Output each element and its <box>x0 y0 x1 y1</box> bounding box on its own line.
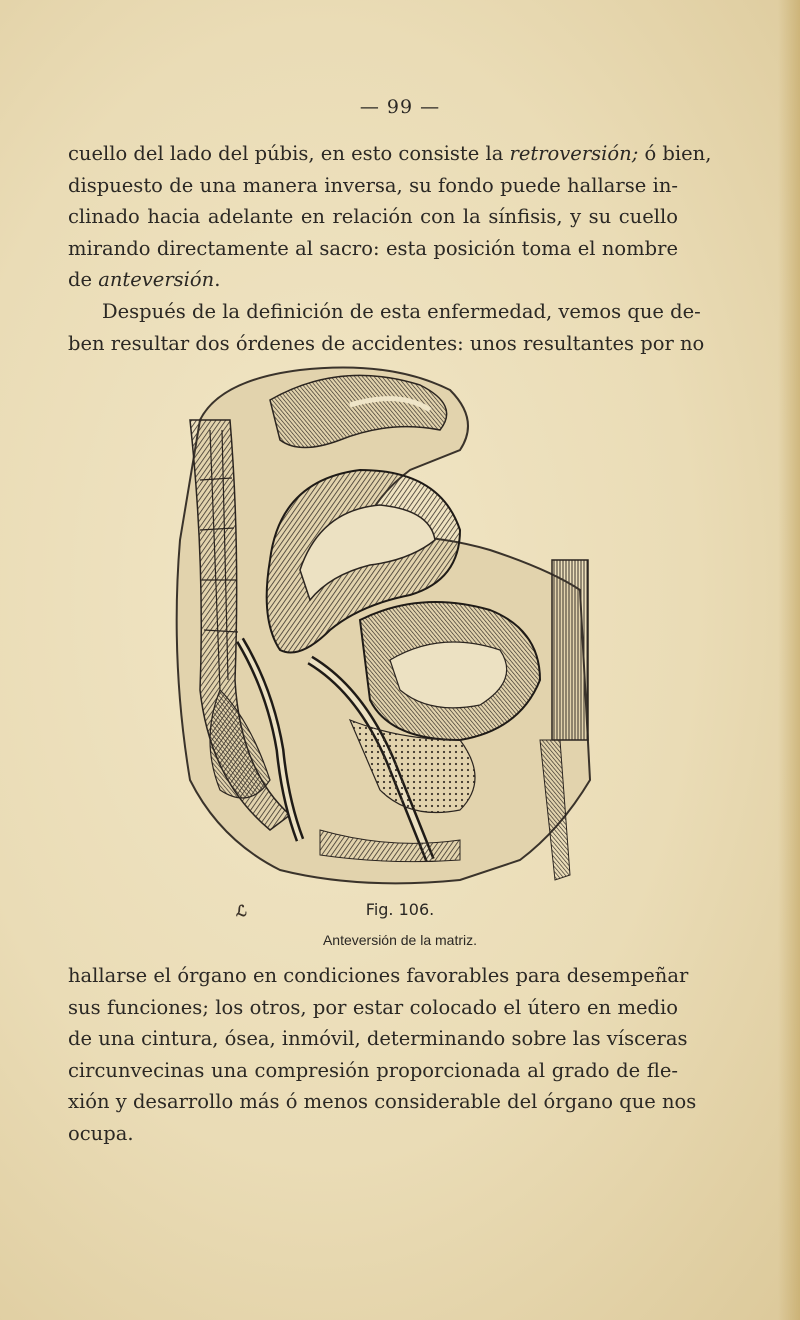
text-line: clinado hacia adelante en relación con la sínfisis, y su cuello <box>68 205 678 229</box>
text-line: circunvecinas una compresión proporcionada al grado de fle- <box>68 1058 678 1082</box>
text-line: dispuesto de una manera inversa, su fondo puede hallarse in- <box>68 173 678 197</box>
paragraph-top <box>68 138 712 359</box>
text-line: sus funciones; los otros, por estar colocado el útero en medio <box>68 995 678 1019</box>
pubic-bone <box>552 560 588 740</box>
text-line: hallarse el órgano en condiciones favorables para desempeñar <box>68 964 689 987</box>
text-line: de una cintura, ósea, inmóvil, determinando sobre las vísceras <box>68 1027 688 1051</box>
text-line: mirando directamente al sacro: esta posición toma el nombre <box>68 236 678 260</box>
text-line: Después de la definición de esta enfermedad, vemos que de- <box>102 299 701 323</box>
text-line: ocupa. <box>68 1121 134 1145</box>
text-line: ben resultar dos órdenes de accidentes: unos resultantes por no <box>68 331 705 355</box>
figure-label: Fig. 106. <box>365 900 435 919</box>
page-edge-shadow <box>778 0 800 1320</box>
anatomical-illustration <box>160 360 600 890</box>
text-line: cuello del lado del púbis, en esto consiste la retroversión; ó bien, <box>68 142 712 165</box>
paragraph-bottom <box>68 960 697 1150</box>
text-line: xión y desarrollo más ó menos considerable del órgano que nos <box>68 1090 697 1114</box>
ink-mark: ℒ <box>236 902 247 920</box>
figure-caption: Anteversión de la matriz. <box>322 932 478 948</box>
text-line: de anteversión. <box>68 268 221 292</box>
page-number: — 99 — <box>359 96 441 118</box>
